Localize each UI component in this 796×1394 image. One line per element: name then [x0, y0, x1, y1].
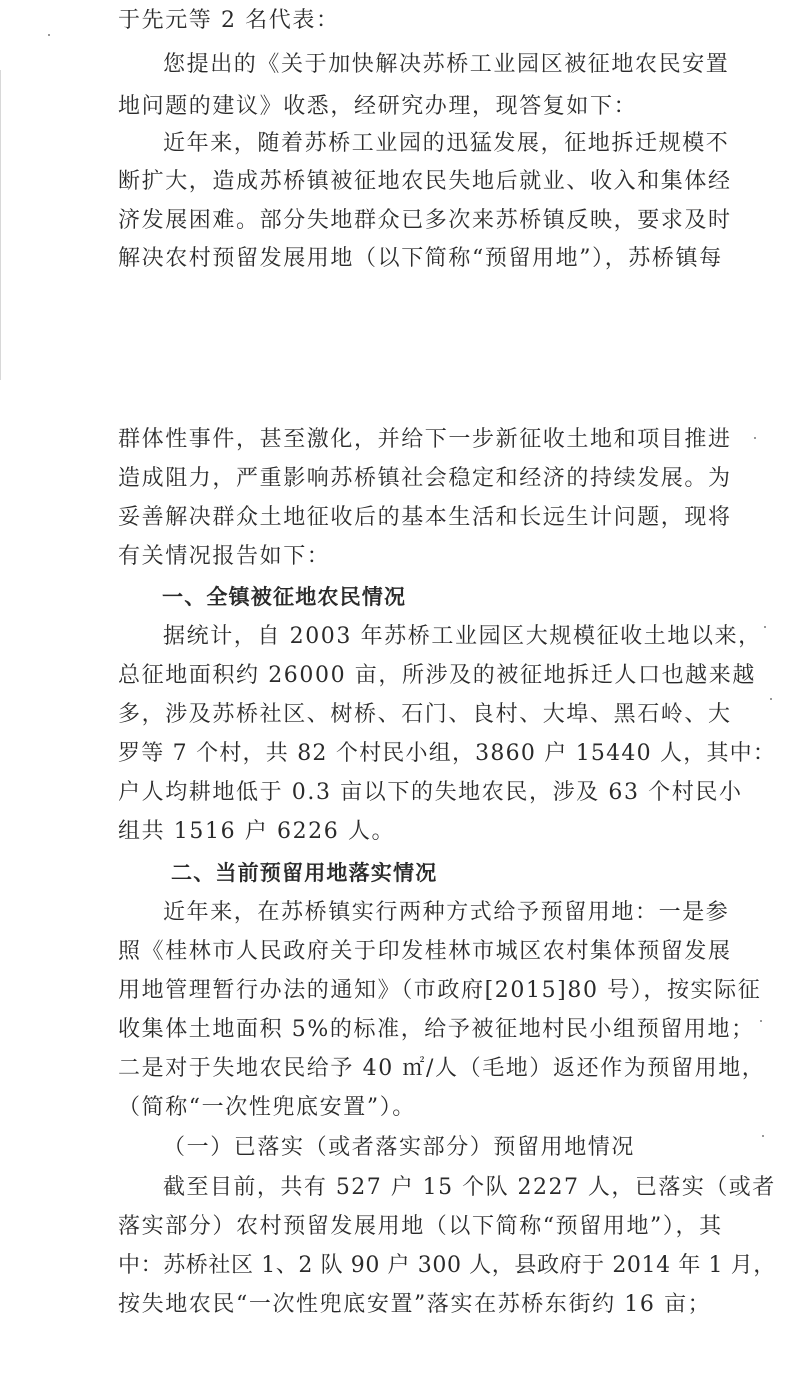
salutation: 于先元等 2 名代表： — [118, 8, 340, 33]
paragraph-line: 截至目前，共有 527 户 15 个队 2227 人，已落实（或者 — [163, 1175, 776, 1200]
paragraph-line: 近年来，在苏桥镇实行两种方式给予预留用地：一是参 — [163, 900, 730, 925]
paragraph-line: 您提出的《关于加快解决苏桥工业园区被征地农民安置 — [163, 52, 730, 77]
scan-speck — [770, 698, 772, 700]
paragraph-line: 有关情况报告如下： — [118, 544, 331, 569]
paragraph-line: 据统计，自 2003 年苏桥工业园区大规模征收土地以来， — [163, 624, 762, 649]
section-heading: 二、当前预留用地落实情况 — [171, 861, 438, 885]
paragraph-line: 群体性事件，甚至激化，并给下一步新征收土地和项目推进 — [118, 427, 732, 452]
scan-speck — [762, 1135, 764, 1137]
paragraph-line: 收集体土地面积 5%的标准，给予被征地村民小组预留用地； — [118, 1017, 755, 1042]
scan-speck — [48, 34, 50, 36]
paragraph-line: 落实部分）农村预留发展用地（以下简称“预留用地”），其 — [118, 1214, 723, 1239]
paragraph-line: 地问题的建议》收悉，经研究办理，现答复如下： — [118, 94, 638, 119]
paragraph-line: 中：苏桥社区 1、2 队 90 户 300 人，县政府于 2014 年 1 月， — [118, 1253, 776, 1278]
section-heading: 一、全镇被征地农民情况 — [162, 585, 407, 609]
paragraph-line: 断扩大，造成苏桥镇被征地农民失地后就业、收入和集体经 — [118, 169, 732, 194]
paragraph-line: 济发展困难。部分失地群众已多次来苏桥镇反映，要求及时 — [118, 208, 732, 233]
paragraph-line: 照《桂林市人民政府关于印发桂林市城区农村集体预留发展 — [118, 939, 732, 964]
paragraph-line: （简称“一次性兜底安置”）。 — [118, 1095, 416, 1120]
paragraph-line: 按失地农民“一次性兜底安置”落实在苏桥东街约 16 亩； — [118, 1292, 712, 1317]
paragraph-line: 近年来，随着苏桥工业园的迅猛发展，征地拆迁规模不 — [163, 131, 730, 156]
paragraph-line: 解决农村预留发展用地（以下简称“预留用地”），苏桥镇每 — [118, 246, 723, 271]
scan-speck — [760, 1020, 762, 1022]
scan-speck — [764, 626, 766, 628]
paragraph-line: 妥善解决群众土地征收后的基本生活和长远生计问题，现将 — [118, 505, 732, 530]
paragraph-line: 多，涉及苏桥社区、树桥、石门、良村、大埠、黑石岭、大 — [118, 702, 732, 727]
paragraph-line: 总征地面积约 26000 亩，所涉及的被征地拆迁人口也越来越 — [118, 663, 756, 688]
paragraph-line: 二是对于失地农民给予 40 ㎡/人（毛地）返还作为预留用地， — [118, 1056, 766, 1081]
paragraph-line: 用地管理暂行办法的通知》（市政府[2015]80 号），按实际征 — [118, 978, 762, 1003]
paragraph-line: 罗等 7 个村，共 82 个村民小组，3860 户 15440 人，其中： — [118, 741, 777, 766]
paragraph-line: 造成阻力，严重影响苏桥镇社会稳定和经济的持续发展。为 — [118, 466, 732, 491]
paragraph-line: 户人均耕地低于 0.3 亩以下的失地农民，涉及 63 个村民小 — [118, 780, 743, 805]
scan-edge-shadow — [0, 70, 1, 380]
paragraph-line: 组共 1516 户 6226 人。 — [118, 819, 396, 844]
subsection-heading: （一）已落实（或者落实部分）预留用地情况 — [163, 1135, 636, 1160]
scan-speck — [754, 437, 756, 439]
